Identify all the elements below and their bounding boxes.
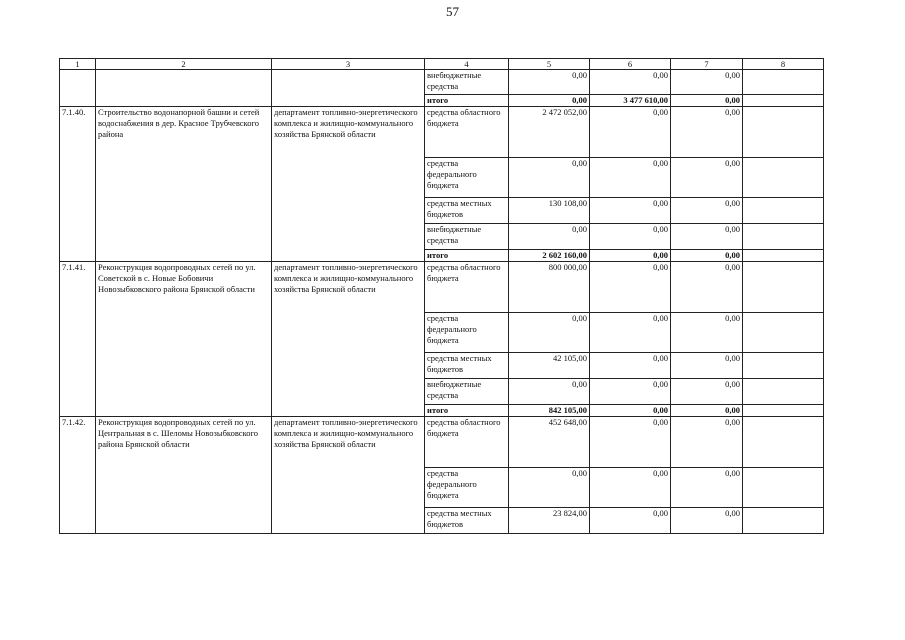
value-col6: 0,00 <box>590 70 671 95</box>
value-col6: 0,00 <box>590 353 671 379</box>
value-col5: 0,00 <box>509 158 590 198</box>
executor-cell: департамент топливно-энергетического комплекса и жилищно-коммунального хозяйства Брянской области <box>272 107 425 262</box>
value-col8 <box>743 468 824 508</box>
executor-cell: департамент топливно-энергетического комплекса и жилищно-коммунального хозяйства Брянской области <box>272 262 425 417</box>
value-col5: 0,00 <box>509 379 590 405</box>
value-col7: 0,00 <box>671 70 743 95</box>
value-col6: 0,00 <box>590 508 671 534</box>
code-cell: 7.1.42. <box>60 417 96 534</box>
value-col7: 0,00 <box>671 198 743 224</box>
value-col5: 0,00 <box>509 313 590 353</box>
value-col7: 0,00 <box>671 95 743 107</box>
table-row <box>60 70 824 95</box>
value-col5: 800 000,00 <box>509 262 590 313</box>
funding-source: средства местных бюджетов <box>425 198 509 224</box>
name-cell <box>96 70 272 107</box>
value-col5: 0,00 <box>509 95 590 107</box>
value-col7: 0,00 <box>671 353 743 379</box>
name-cell: Строительство водонапорной башни и сетей водоснабжения в дер. Красное Трубчевского района <box>96 107 272 262</box>
value-col8 <box>743 508 824 534</box>
value-col5: 2 602 160,00 <box>509 250 590 262</box>
value-col7: 0,00 <box>671 313 743 353</box>
value-col7: 0,00 <box>671 417 743 468</box>
funding-source: внебюджетные средства <box>425 379 509 405</box>
funding-source: внебюджетные средства <box>425 224 509 250</box>
value-col5: 130 108,00 <box>509 198 590 224</box>
column-header: 5 <box>509 59 590 70</box>
value-col5: 452 648,00 <box>509 417 590 468</box>
value-col7: 0,00 <box>671 379 743 405</box>
name-cell: Реконструкция водопроводных сетей по ул. Советской в с. Новые Бобовичи Новозыбковского района Брянской области <box>96 262 272 417</box>
value-col6: 0,00 <box>590 158 671 198</box>
funding-source: средства федерального бюджета <box>425 468 509 508</box>
value-col7: 0,00 <box>671 107 743 158</box>
funding-source: средства федерального бюджета <box>425 158 509 198</box>
value-col6: 0,00 <box>590 313 671 353</box>
value-col8 <box>743 70 824 95</box>
funding-source: средства областного бюджета <box>425 107 509 158</box>
table-row <box>60 107 824 158</box>
table-row <box>60 417 824 468</box>
column-header: 8 <box>743 59 824 70</box>
value-col5: 0,00 <box>509 70 590 95</box>
code-cell: 7.1.41. <box>60 262 96 417</box>
value-col8 <box>743 405 824 417</box>
funding-source: средства областного бюджета <box>425 262 509 313</box>
value-col8 <box>743 107 824 158</box>
value-col6: 0,00 <box>590 468 671 508</box>
column-header: 2 <box>96 59 272 70</box>
value-col6: 0,00 <box>590 417 671 468</box>
value-col5: 842 105,00 <box>509 405 590 417</box>
budget-table <box>59 58 824 534</box>
value-col6: 0,00 <box>590 405 671 417</box>
column-header: 1 <box>60 59 96 70</box>
column-header: 7 <box>671 59 743 70</box>
funding-source: итого <box>425 95 509 107</box>
funding-source: итого <box>425 405 509 417</box>
funding-source: итого <box>425 250 509 262</box>
value-col7: 0,00 <box>671 158 743 198</box>
value-col6: 0,00 <box>590 224 671 250</box>
value-col8 <box>743 198 824 224</box>
funding-source: средства областного бюджета <box>425 417 509 468</box>
value-col8 <box>743 313 824 353</box>
funding-source: средства местных бюджетов <box>425 508 509 534</box>
column-header: 4 <box>425 59 509 70</box>
value-col5: 42 105,00 <box>509 353 590 379</box>
value-col8 <box>743 353 824 379</box>
value-col8 <box>743 250 824 262</box>
table-row <box>60 262 824 313</box>
column-header: 6 <box>590 59 671 70</box>
value-col6: 0,00 <box>590 379 671 405</box>
value-col6: 0,00 <box>590 262 671 313</box>
value-col7: 0,00 <box>671 405 743 417</box>
value-col7: 0,00 <box>671 250 743 262</box>
page-number: 57 <box>446 4 459 19</box>
code-cell <box>60 70 96 107</box>
value-col6: 0,00 <box>590 198 671 224</box>
value-col5: 2 472 052,00 <box>509 107 590 158</box>
value-col7: 0,00 <box>671 468 743 508</box>
value-col8 <box>743 262 824 313</box>
funding-source: средства местных бюджетов <box>425 353 509 379</box>
value-col8 <box>743 379 824 405</box>
value-col5: 23 824,00 <box>509 508 590 534</box>
value-col5: 0,00 <box>509 224 590 250</box>
value-col8 <box>743 158 824 198</box>
code-cell: 7.1.40. <box>60 107 96 262</box>
value-col8 <box>743 95 824 107</box>
value-col7: 0,00 <box>671 262 743 313</box>
column-number-row <box>60 59 824 70</box>
funding-source: внебюджетные средства <box>425 70 509 95</box>
executor-cell: департамент топливно-энергетического комплекса и жилищно-коммунального хозяйства Брянской области <box>272 417 425 534</box>
value-col8 <box>743 224 824 250</box>
value-col6: 0,00 <box>590 107 671 158</box>
executor-cell <box>272 70 425 107</box>
value-col6: 3 477 610,00 <box>590 95 671 107</box>
column-header: 3 <box>272 59 425 70</box>
value-col7: 0,00 <box>671 224 743 250</box>
value-col5: 0,00 <box>509 468 590 508</box>
value-col7: 0,00 <box>671 508 743 534</box>
value-col6: 0,00 <box>590 250 671 262</box>
funding-source: средства федерального бюджета <box>425 313 509 353</box>
value-col8 <box>743 417 824 468</box>
name-cell: Реконструкция водопроводных сетей по ул. Центральная в с. Шеломы Новозыбковского района Брянской области <box>96 417 272 534</box>
